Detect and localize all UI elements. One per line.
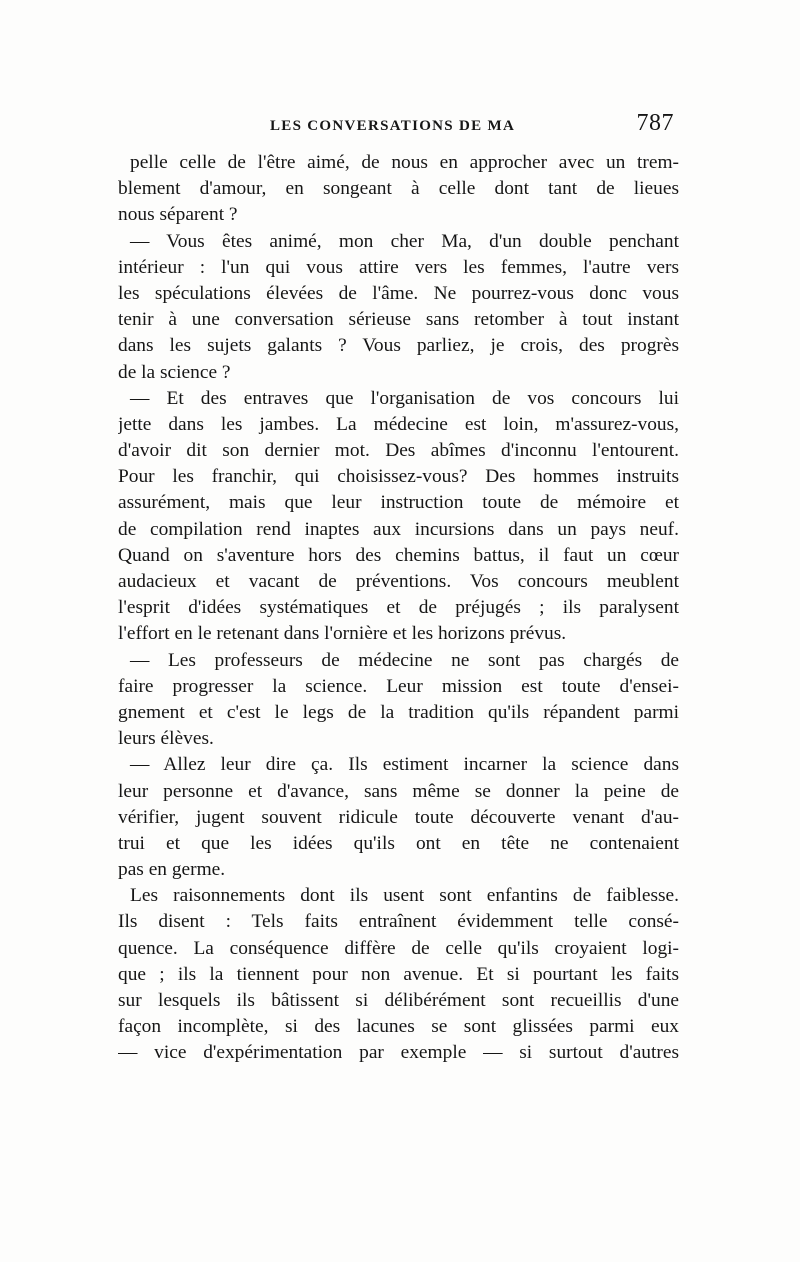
text-line: assurément, mais que leur instruction toute de mémoire et: [118, 492, 679, 514]
text-line: jette dans les jambes. La médecine est loin, m'assurez-vous,: [118, 413, 679, 435]
text-line: audacieux et vacant de préventions. Vos concours meublent: [118, 571, 679, 592]
text-line: l'effort en le retenant dans l'ornière et les horizons prévus.: [118, 623, 567, 645]
text-line: sur lesquels ils bâtissent si délibérément sont recueillis d'une: [118, 990, 679, 1011]
text-line: — Les professeurs de médecine ne sont pas chargés de: [130, 649, 679, 671]
text-line: Quand on s'aventure hors des chemins battus, il faut un cœur: [118, 544, 679, 566]
text-line: Ils disent : Tels faits entraînent évidemment telle consé-: [118, 911, 679, 933]
running-title: LES CONVERSATIONS DE MA: [270, 118, 516, 134]
text-line: blement d'amour, en songeant à celle dont tant de lieues: [118, 178, 679, 200]
text-line: de compilation rend inaptes aux incursions dans un pays neuf.: [118, 518, 679, 540]
text-line: leur personne et d'avance, sans même se donner la peine de: [118, 780, 679, 802]
text-line: — Vous êtes animé, mon cher Ma, d'un double penchant: [130, 230, 679, 252]
text-line: intérieur : l'un qui vous attire vers les femmes, l'autre vers: [118, 256, 679, 278]
body-text: [118, 150, 679, 1067]
text-line: pas en germe.: [118, 859, 226, 881]
running-head: [118, 112, 678, 142]
text-line: de la science ?: [118, 361, 231, 383]
text-line: tenir à une conversation sérieuse sans retomber à tout instant: [118, 309, 679, 331]
text-line: — vice d'expérimentation par exemple — si surtout d'autres: [118, 1042, 679, 1064]
text-line: pelle celle de l'être aimé, de nous en approcher avec un trem-: [130, 152, 679, 173]
text-line: façon incomplète, si des lacunes se sont glissées parmi eux: [118, 1016, 679, 1038]
text-line: vérifier, jugent souvent ridicule toute découverte venant d'au-: [118, 806, 679, 828]
text-line: dans les sujets galants ? Vous parliez, je crois, des progrès: [118, 335, 679, 357]
text-line: d'avoir dit son dernier mot. Des abîmes d'inconnu l'entourent.: [118, 440, 679, 462]
text-line: — Et des entraves que l'organisation de vos concours lui: [130, 387, 679, 409]
page-number: 787: [636, 110, 674, 136]
text-line: quence. La conséquence diffère de celle qu'ils croyaient logi-: [118, 937, 679, 959]
text-line: Les raisonnements dont ils usent sont enfantins de faiblesse.: [130, 885, 679, 907]
text-line: les spéculations élevées de l'âme. Ne pourrez-vous donc vous: [118, 282, 679, 304]
text-line: gnement et c'est le legs de la tradition qu'ils répandent parmi: [118, 701, 679, 723]
text-line: trui et que les idées qu'ils ont en tête ne contenaient: [118, 832, 679, 854]
text-line: faire progresser la science. Leur mission est toute d'ensei-: [118, 675, 679, 697]
text-line: Pour les franchir, qui choisissez-vous? Des hommes instruits: [118, 466, 679, 488]
text-line: nous séparent ?: [118, 204, 238, 226]
text-line: l'esprit d'idées systématiques et de préjugés ; ils paralysent: [118, 597, 679, 619]
text-line: que ; ils la tiennent pour non avenue. Et si pourtant les faits: [118, 963, 679, 985]
text-line: — Allez leur dire ça. Ils estiment incarner la science dans: [130, 754, 679, 776]
text-line: leurs élèves.: [118, 728, 214, 750]
